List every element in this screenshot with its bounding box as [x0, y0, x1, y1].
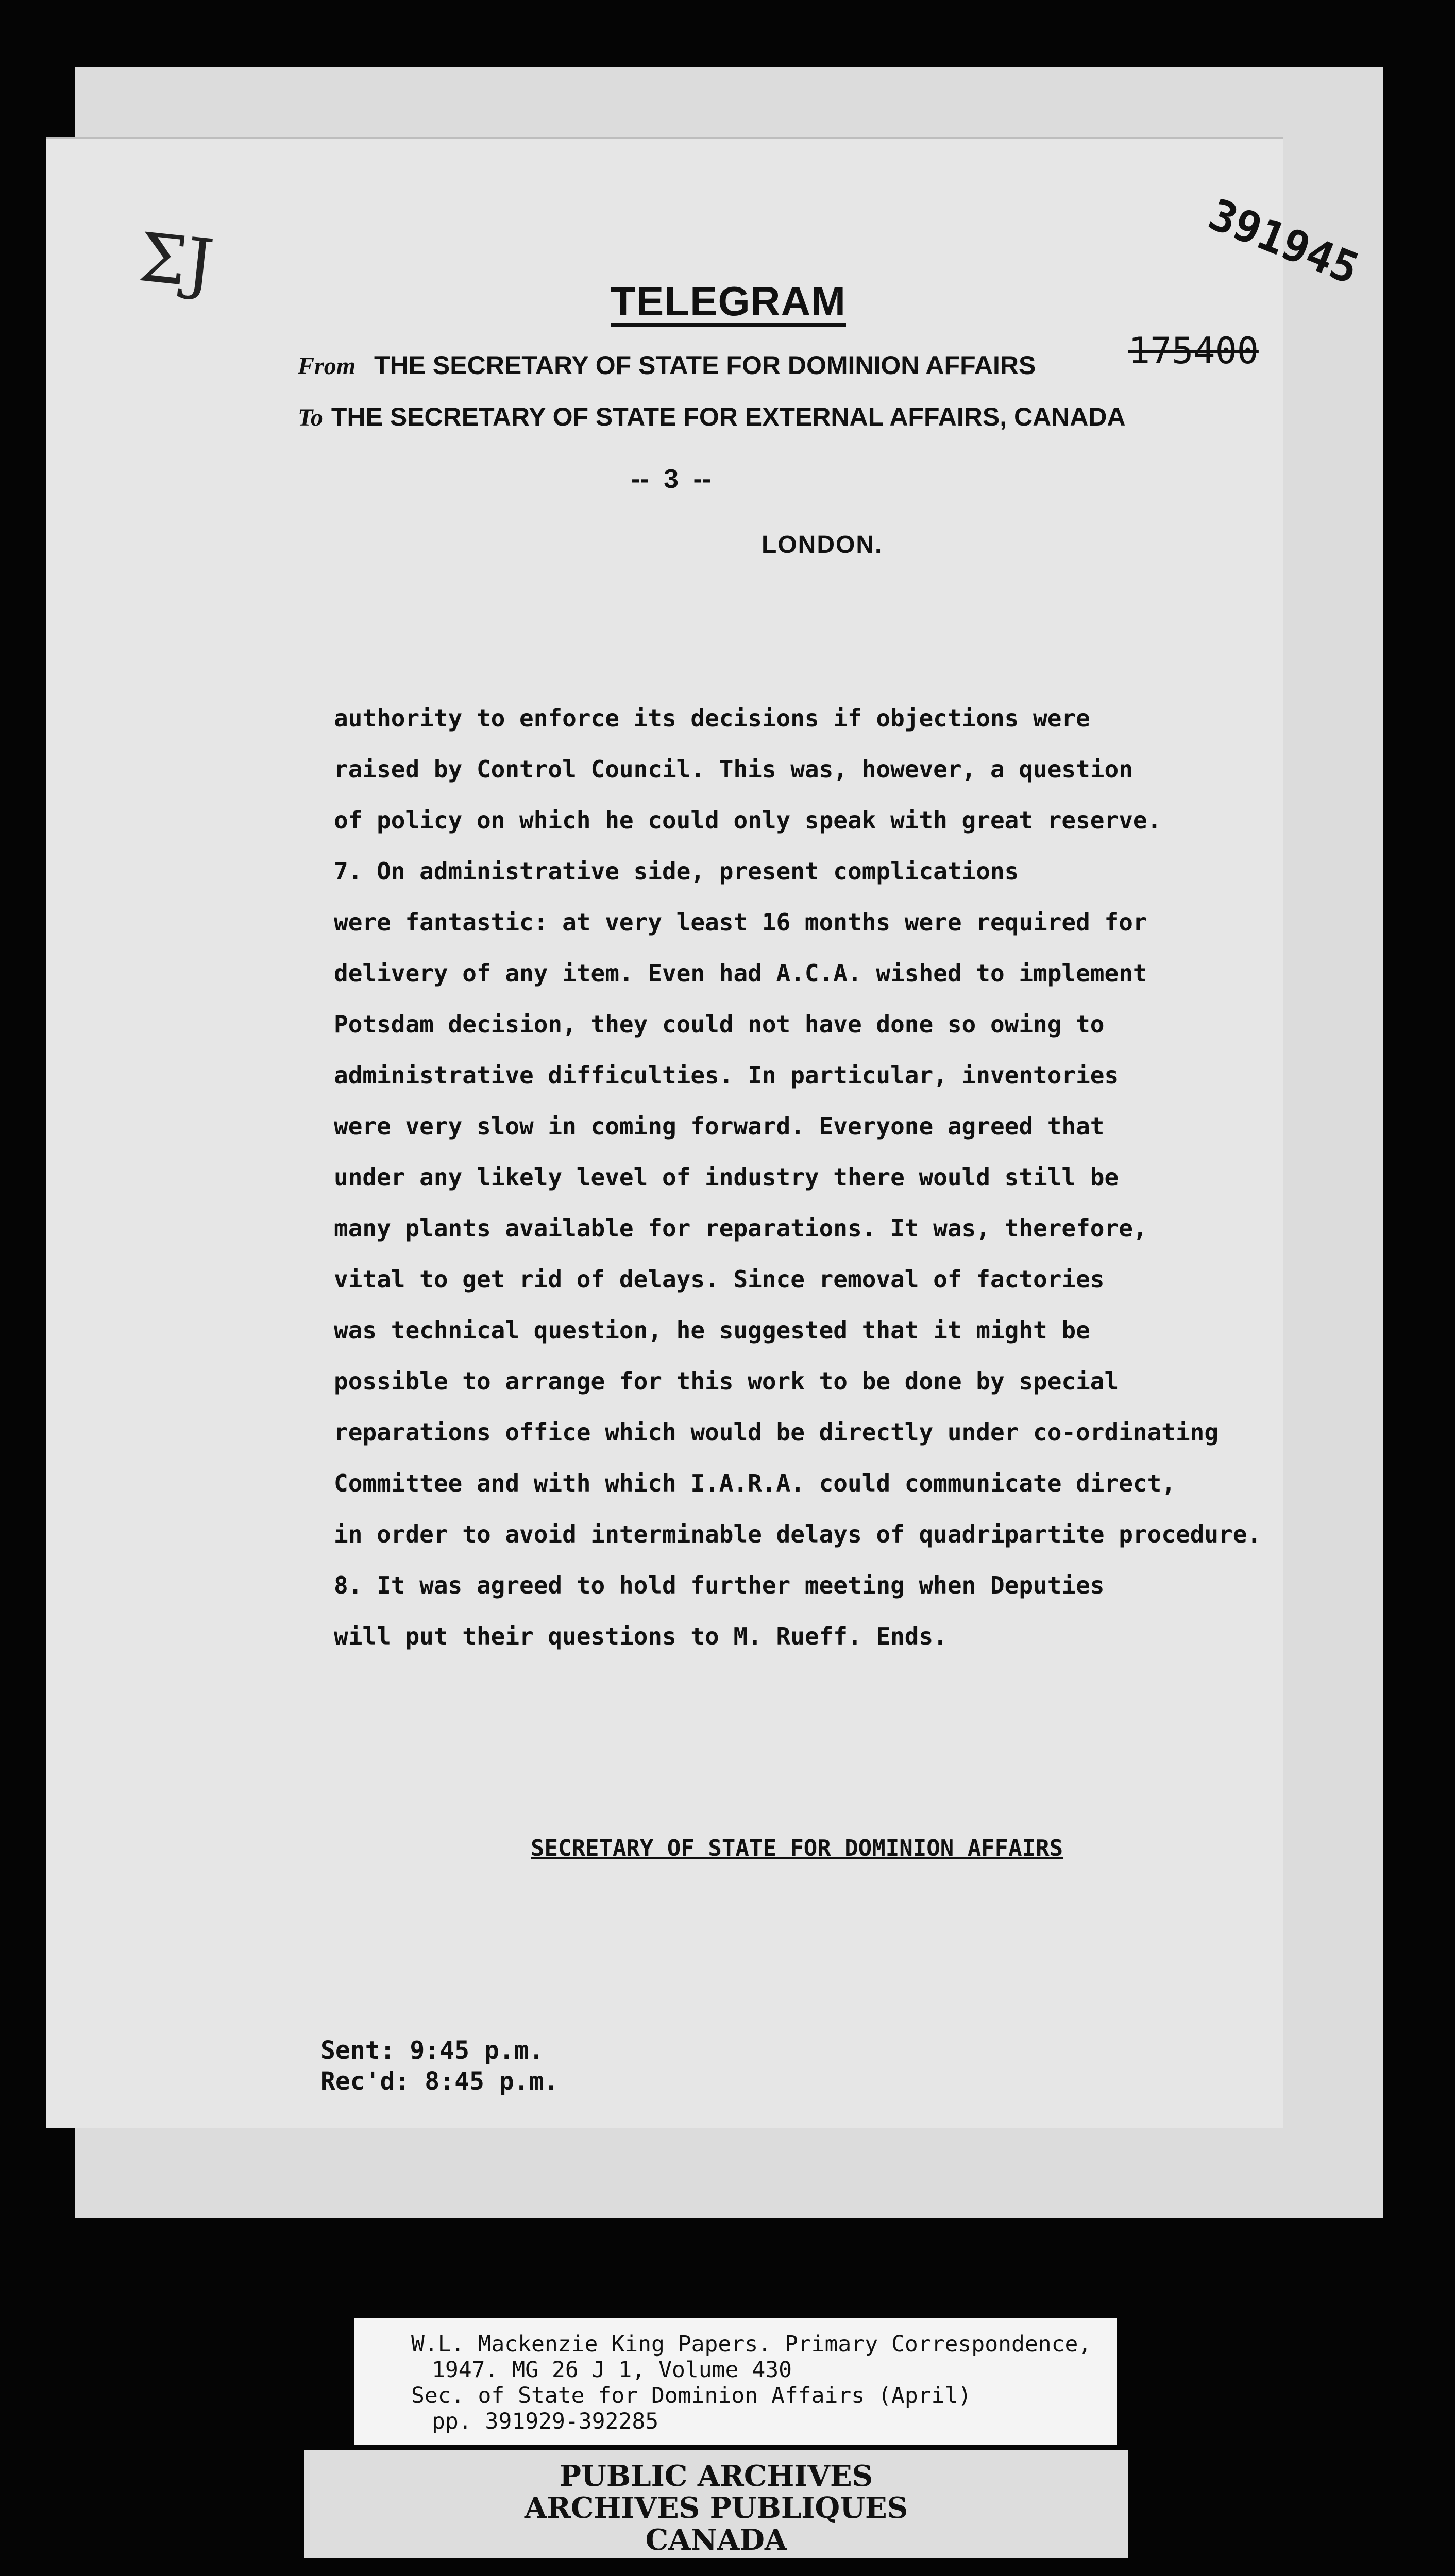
body-line: were very slow in coming forward. Everyone agreed that: [334, 1112, 1105, 1140]
sent-time: Sent: 9:45 p.m.: [320, 2036, 544, 2065]
archive-line: CANADA: [645, 2523, 787, 2557]
body-line: of policy on which he could only speak with great reserve.: [334, 806, 1162, 834]
citation-label: [354, 2318, 1117, 2445]
body-line: authority to enforce its decisions if objections were: [334, 704, 1090, 732]
telegram-body: [334, 693, 1354, 1662]
citation-line: W.L. Mackenzie King Papers. Primary Correspondence,: [411, 2331, 1092, 2357]
body-line: Committee and with which I.A.R.A. could communicate direct,: [334, 1469, 1176, 1497]
archive-line: PUBLIC ARCHIVES: [559, 2459, 873, 2493]
archive-label: [304, 2450, 1128, 2558]
citation-line: Sec. of State for Dominion Affairs (April): [411, 2383, 972, 2409]
body-line: 8. It was agreed to hold further meeting when Deputies: [334, 1571, 1105, 1599]
body-line: Potsdam decision, they could not have done so owing to: [334, 1010, 1105, 1038]
document-title: TELEGRAM: [611, 281, 846, 327]
body-line: many plants available for reparations. It was, therefore,: [334, 1214, 1147, 1242]
sent-received: [320, 2035, 559, 2097]
from-line: [298, 350, 1036, 380]
body-line: were fantastic: at very least 16 months were required for: [334, 908, 1147, 936]
body-line: raised by Control Council. This was, however, a question: [334, 755, 1133, 783]
to-label: To: [298, 404, 323, 431]
signature: SECRETARY OF STATE FOR DOMINION AFFAIRS: [531, 1835, 1063, 1861]
to-value: THE SECRETARY OF STATE FOR EXTERNAL AFFAIRS, CANADA: [331, 402, 1126, 431]
body-line: delivery of any item. Even had A.C.A. wished to implement: [334, 959, 1147, 987]
body-line: vital to get rid of delays. Since removal of factories: [334, 1265, 1105, 1293]
citation-line: 1947. MG 26 J 1, Volume 430: [432, 2357, 792, 2383]
old-number: 175400: [1128, 330, 1259, 372]
margin-mark: ΣJ: [135, 217, 217, 304]
citation-line: pp. 391929-392285: [432, 2409, 659, 2434]
received-time: Rec'd: 8:45 p.m.: [320, 2067, 559, 2096]
page-number: -- 3 --: [631, 464, 712, 494]
from-label: From: [298, 352, 356, 380]
stamp-number: 391945: [1202, 189, 1366, 295]
from-value: THE SECRETARY OF STATE FOR DOMINION AFFAIRS: [374, 351, 1036, 380]
body-line: reparations office which would be directly under co-ordinating: [334, 1418, 1219, 1446]
body-line: was technical question, he suggested that it might be: [334, 1316, 1090, 1344]
body-line: will put their questions to M. Rueff. Ends.: [334, 1622, 948, 1650]
body-line: administrative difficulties. In particular, inventories: [334, 1061, 1119, 1089]
body-line: in order to avoid interminable delays of quadripartite procedure.: [334, 1520, 1262, 1548]
body-line: 7. On administrative side, present complications: [334, 857, 1019, 885]
body-line: possible to arrange for this work to be done by special: [334, 1367, 1119, 1395]
archive-line: ARCHIVES PUBLIQUES: [524, 2491, 908, 2525]
to-line: [298, 402, 1126, 432]
place: LONDON.: [762, 531, 883, 558]
body-line: under any likely level of industry there would still be: [334, 1163, 1119, 1191]
